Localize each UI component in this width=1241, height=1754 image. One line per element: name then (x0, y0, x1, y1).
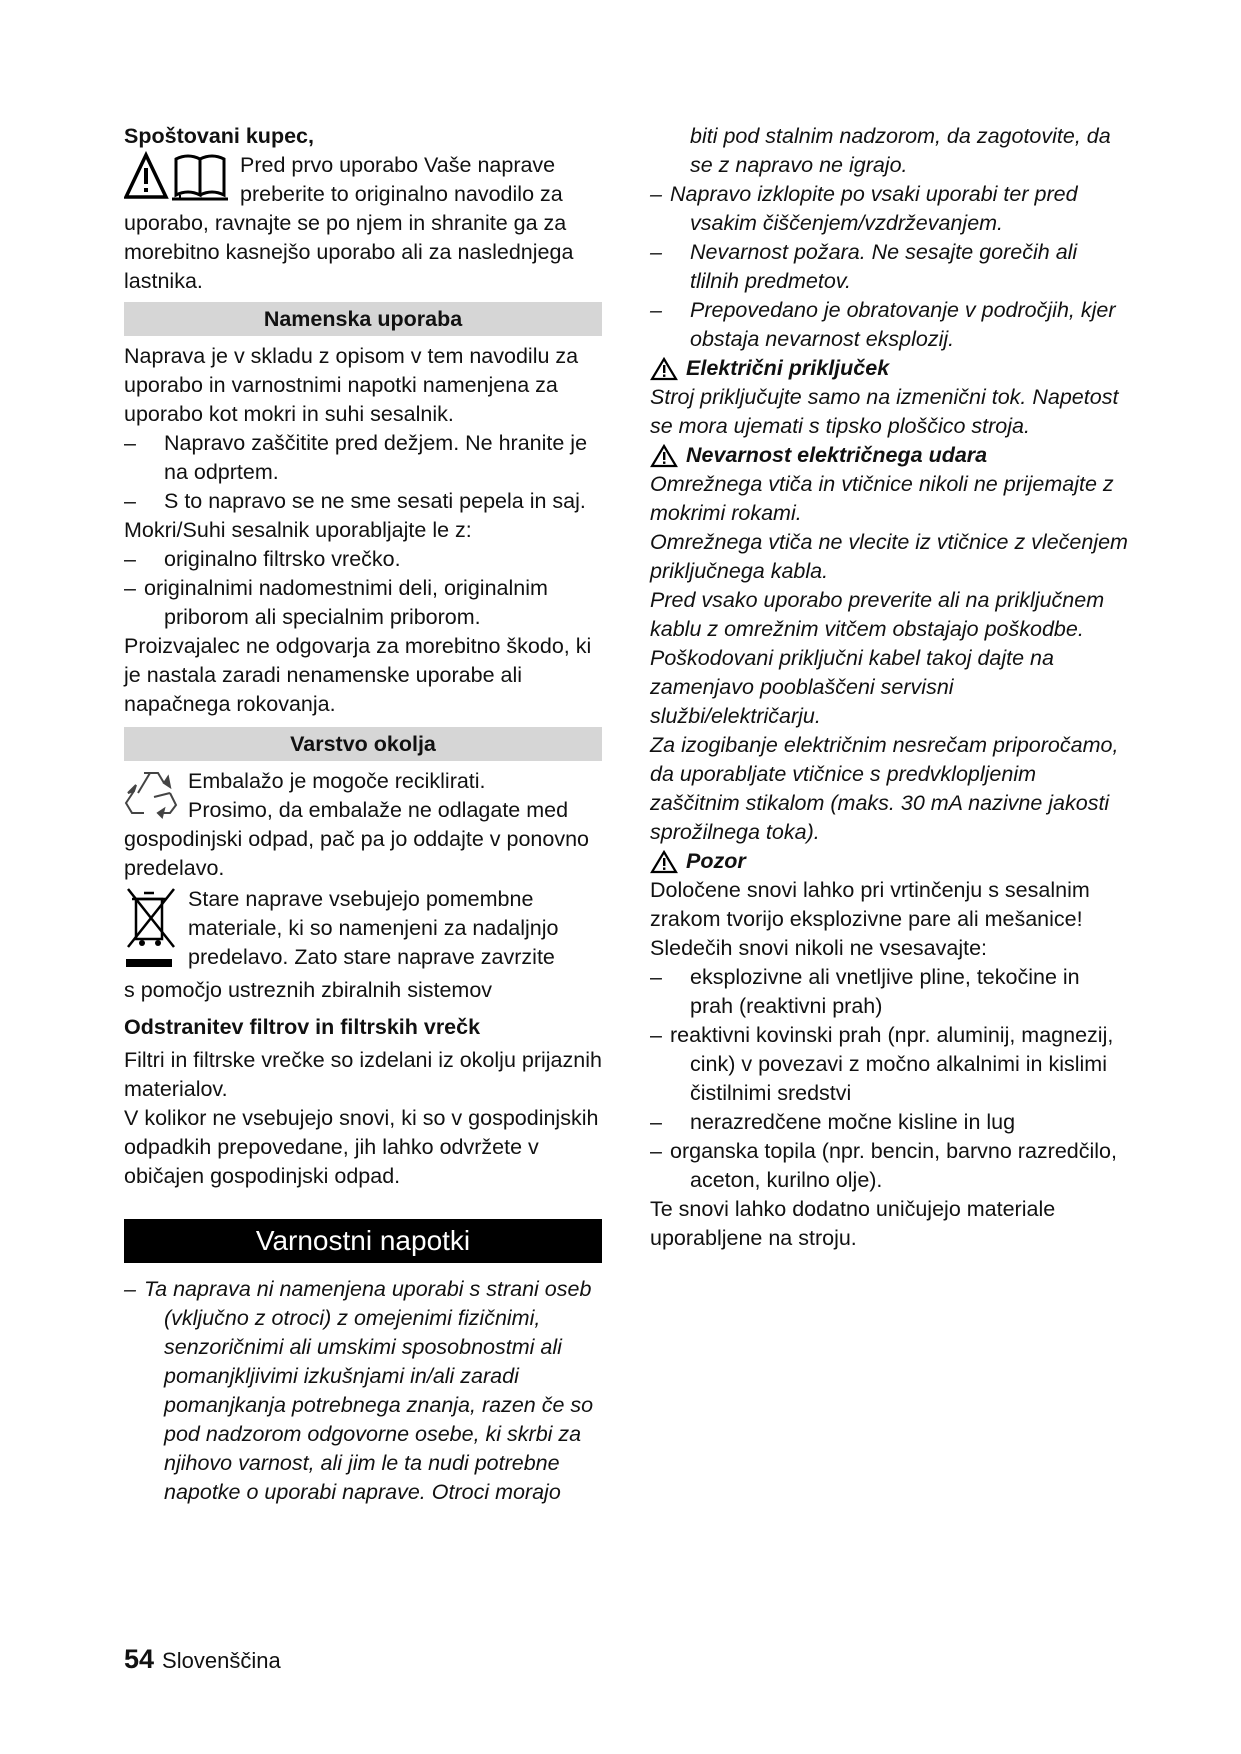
udar-text-4: Za izogibanje električnim nesrečam priporočamo, da uporabljate vtičnice s predvklopljenim zaščitnim stikalom (maks. 30 mA nazivne jakosti sprožilnega toka). (650, 733, 1119, 844)
recycle-block (124, 767, 602, 825)
list-item-text (670, 1137, 1128, 1195)
odstranitev-text-2: V kolikor ne vsebujejo snovi, ki so v gospodinjskih odpadkih prepovedane, jih lahko odvržete v običajen gospodinjski odpad. (124, 1106, 599, 1188)
list-item-text: eksplozivne ali vnetljive pline, tekočine in prah (reaktivni prah) (690, 965, 1080, 1018)
heading-udar (650, 441, 1128, 470)
list-item (650, 963, 1128, 1021)
intro-block (124, 151, 602, 209)
list-item-text: Napravo zaščitite pred dežjem. Ne hranite je na odprtem. (164, 431, 588, 484)
embalaza-line-1: Embalažo je mogoče reciklirati. (188, 769, 486, 793)
dash-bullet: – (124, 489, 136, 513)
pozor-text: Določene snovi lahko pri vrtinčenju s sesalnim zrakom tvorijo eksplozivne pare ali mešanice! (650, 878, 1090, 931)
elektricni-text: Stroj priključujte samo na izmenični tok. Napetost se mora ujemati s tipsko ploščico stroja. (650, 385, 1119, 438)
dash-bullet: – (650, 965, 662, 989)
warning-icon (650, 444, 678, 468)
list-item-text-inner: Napravo izklopite po vsaki uporabi ter pred vsakim čiščenjem/vzdrževanjem. (670, 182, 1078, 235)
odstranitev-text-1: Filtri in filtrske vrečke so izdelani iz okolju prijaznih materialov. (124, 1048, 602, 1101)
list-item (650, 1021, 1128, 1108)
list-item (650, 296, 1128, 354)
right-column (650, 122, 1128, 1253)
heading-text: Električni priključek (686, 356, 890, 380)
section-heading-varnostni: Varnostni napotki (124, 1219, 602, 1263)
list-item (124, 429, 602, 487)
dash-bullet: – (650, 182, 662, 206)
embalaza-line-2: Prosimo, da embalaže ne odlagate med (188, 798, 569, 822)
list-item-text (670, 180, 1128, 238)
page-footer (124, 1644, 281, 1675)
udar-text-1: Omrežnega vtiča in vtičnice nikoli ne prijemajte z mokrimi rokami. (650, 472, 1114, 525)
udar-text-2: Omrežnega vtiča ne vlecite iz vtičnice z vlečenjem priključnega kabla. (650, 530, 1128, 583)
dash-bullet: – (650, 298, 662, 322)
odstranitev-title: Odstranitev filtrov in filtrskih vrečk (124, 1015, 481, 1039)
list-item (124, 574, 602, 632)
list-item (124, 545, 602, 574)
stare-line-3: predelavo. Zato stare naprave zavrzite (188, 945, 555, 969)
dash-bullet: – (650, 1110, 662, 1134)
list-item (650, 238, 1128, 296)
namenska-text: Naprava je v skladu z opisom v tem navodilu za uporabo in varnostnimi napotki namenjena za uporabo kot mokri in suhi sesalnik. (124, 344, 579, 426)
dash-bullet: – (124, 576, 136, 600)
dash-bullet: – (650, 1139, 662, 1163)
dash-bullet: – (650, 240, 662, 264)
list-item-text-inner: organska topila (npr. bencin, barvno razredčilo, aceton, kurilno olje). (670, 1139, 1117, 1192)
section-heading-namenska: Namenska uporaba (124, 302, 602, 336)
list-item-text (144, 487, 602, 516)
dash-bullet: – (124, 1277, 136, 1301)
list-item (650, 1108, 1128, 1137)
heading-text: Pozor (686, 849, 746, 873)
crossed-bin-icon (124, 885, 188, 976)
warning-manual-icon (124, 151, 240, 209)
list-item-text (670, 1021, 1128, 1108)
te-snovi-text: Te snovi lahko dodatno uničujejo materiale uporabljene na stroju. (650, 1197, 1056, 1250)
sledecih-text: Sledečih snovi nikoli ne vsesavajte: (650, 936, 988, 960)
udar-text-3: Pred vsako uporabo preverite ali na priključnem kablu z omrežnim vitčem obstajajo poškodbe. Poškodovani priključni kabel takoj dajte na zamenjavo pooblaščeni servisni službi/električarju. (650, 588, 1105, 728)
greeting: Spoštovani kupec, (124, 124, 314, 148)
intro-line-1: Pred prvo uporabo Vaše naprave (240, 153, 556, 177)
warning-icon (650, 850, 678, 874)
dash-bullet: – (124, 431, 136, 455)
list-item-text (144, 1275, 602, 1507)
mokri-text: Mokri/Suhi sesalnik uporabljajte le z: (124, 518, 472, 542)
heading-elektricni (650, 354, 1128, 383)
list-item-text: Prepovedano je obratovanje v področjih, kjer obstaja nevarnost eksplozij. (690, 298, 1116, 351)
dash-bullet: – (124, 547, 136, 571)
list-item (124, 1275, 602, 1507)
weee-block (124, 885, 602, 976)
list-item-text: originalno filtrsko vrečko. (164, 547, 401, 571)
warning-icon (650, 357, 678, 381)
heading-pozor (650, 847, 1128, 876)
list-item-text (144, 574, 602, 632)
footer-language: Slovenščina (162, 1648, 281, 1673)
heading-text: Nevarnost električnega udara (686, 443, 988, 467)
list-item (124, 487, 602, 516)
recycle-icon (124, 767, 188, 825)
list-item-text-inner: Ta naprava ni namenjena uporabi s strani oseb (vključno z otroci) z omejenimi fizičnimi, senzoričnimi ali umskimi sposobnostmi ali pomanjkljivimi izkušnjami in/ali zaradi pomanjkanja potrebnega znanja, razen če so pod nadzorom odgovorne osebe, ki skrbi za njihovo varnost, ali jim le ta nudi potrebne napotke o uporabi naprave. Otroci morajo (144, 1277, 594, 1504)
list-item-text-inner: originalnimi nadomestnimi deli, originalnim priborom ali specialnim priborom. (144, 576, 548, 629)
list-item-text-inner: S to napravo se ne sme sesati pepela in saj. (164, 489, 586, 513)
list-item-text: Nevarnost požara. Ne sesajte gorečih ali tlilnih predmetov. (690, 240, 1078, 293)
stare-line-1: Stare naprave vsebujejo pomembne (188, 887, 534, 911)
page-number: 54 (124, 1644, 155, 1674)
left-column (124, 122, 602, 1507)
list-item-text: nerazredčene močne kisline in lug (690, 1110, 1016, 1134)
embalaza-rest: gospodinjski odpad, pač pa jo oddajte v ponovno predelavo. (124, 827, 589, 880)
section-heading-varstvo: Varstvo okolja (124, 727, 602, 761)
list-item (650, 180, 1128, 238)
intro-line-2: preberite to originalno navodilo za (240, 182, 563, 206)
list-item (650, 1137, 1128, 1195)
proizvajalec-text: Proizvajalec ne odgovarja za morebitno škodo, ki je nastala zaradi nenamenske uporabe ali napačnega rokovanja. (124, 634, 592, 716)
intro-rest: uporabo, ravnajte se po njem in shranite ga za morebitno kasnejšo uporabo ali za naslednjega lastnika. (124, 211, 574, 293)
continued-text: biti pod stalnim nadzorom, da zagotovite, da se z napravo ne igrajo. (690, 124, 1111, 177)
stare-rest: s pomočjo ustreznih zbiralnih sistemov (124, 978, 493, 1002)
dash-bullet: – (650, 1023, 662, 1047)
stare-line-2: materiale, ki so namenjeni za nadaljnjo (188, 916, 559, 940)
list-item-text-inner: reaktivni kovinski prah (npr. aluminij, magnezij, cink) v povezavi z močno alkalnimi in kislimi čistilnimi sredstvi (670, 1023, 1114, 1105)
